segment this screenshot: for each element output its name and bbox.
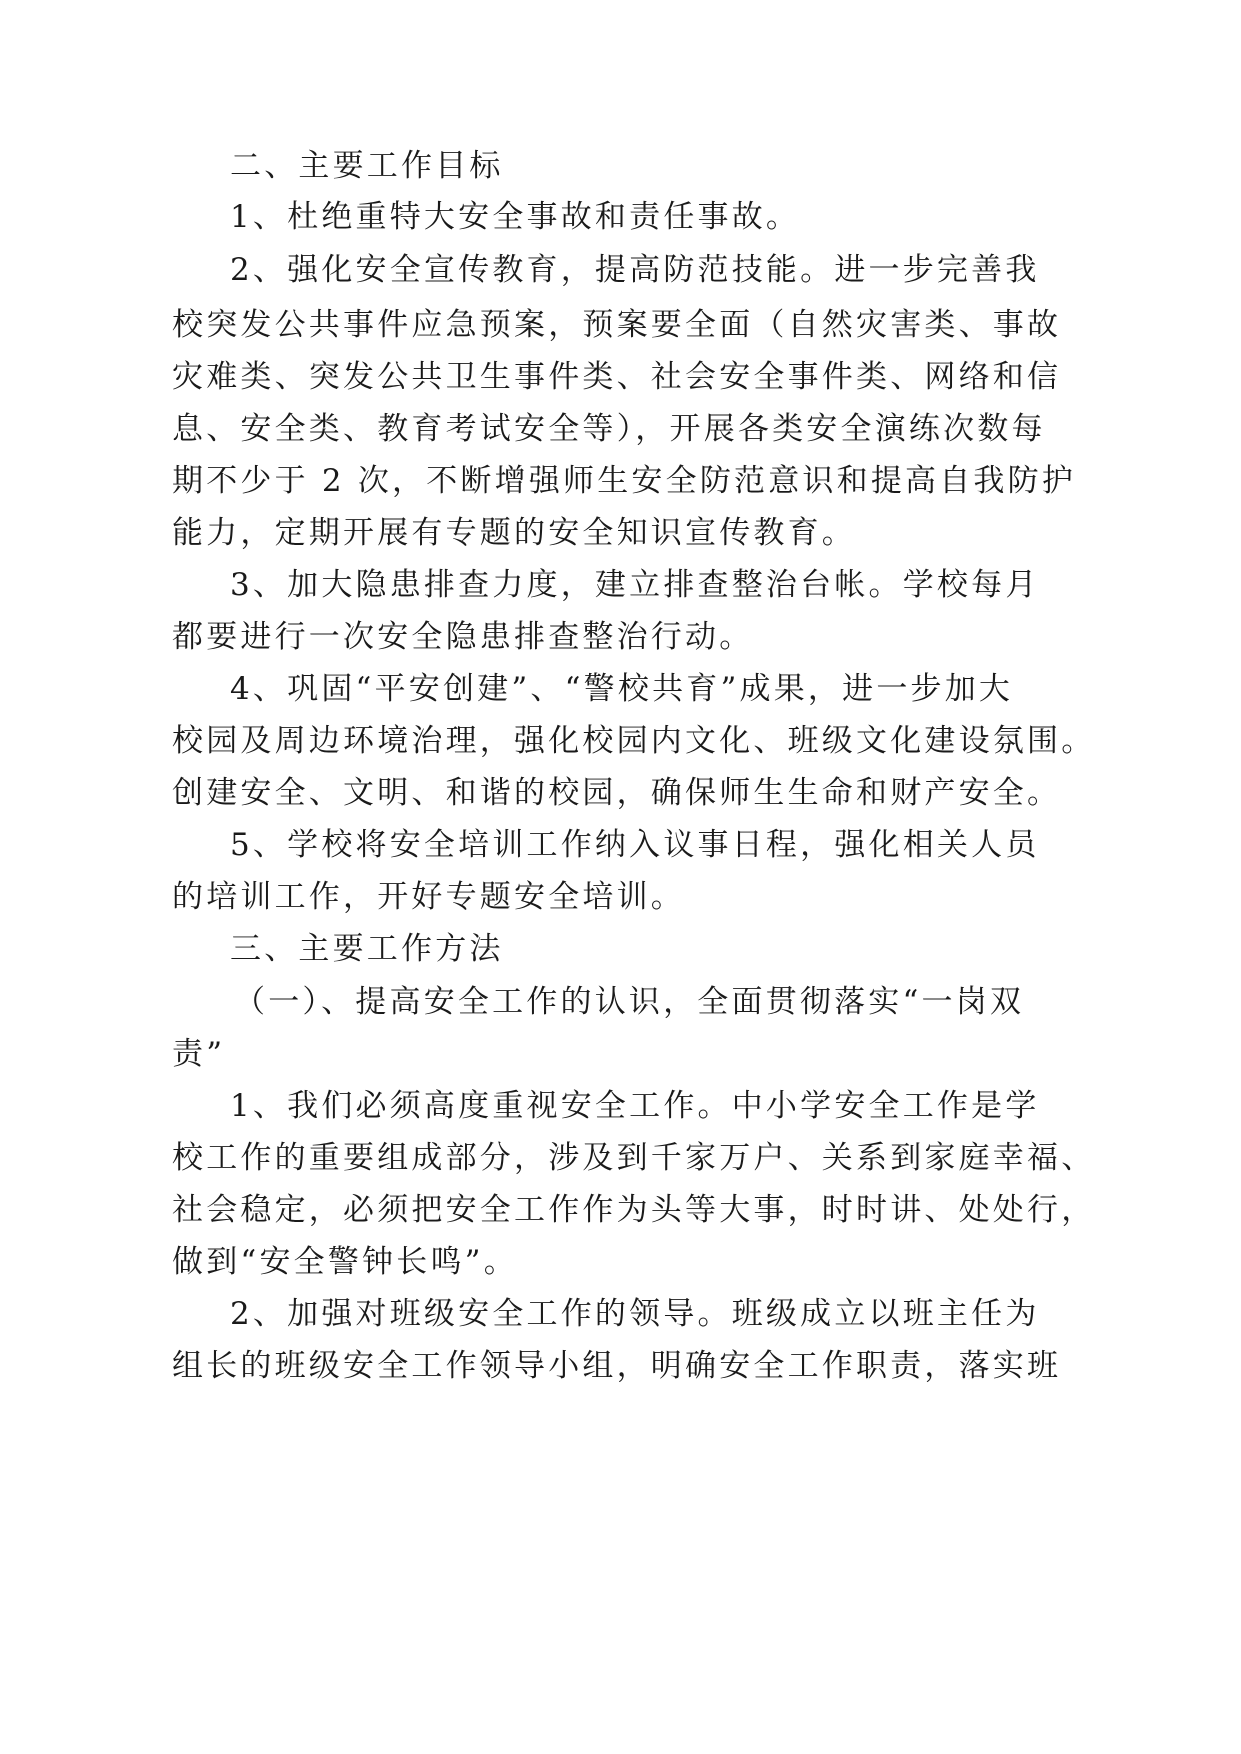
section-heading: 三、主要工作方法	[230, 931, 504, 967]
text-line: 校工作的重要组成部分，涉及到千家万户、关系到家庭幸福、	[172, 1140, 1096, 1176]
text-line: 社会稳定，必须把安全工作作为头等大事，时时讲、处处行，	[172, 1192, 1096, 1228]
text-line: 4、巩固“平安创建”、“警校共育”成果，进一步加大	[230, 671, 1014, 707]
text-line: 能力，定期开展有专题的安全知识宣传教育。	[172, 515, 856, 551]
text-line: 2、强化安全宣传教育，提高防范技能。进一步完善我	[230, 252, 1040, 288]
text-line: 1、杜绝重特大安全事故和责任事故。	[230, 199, 801, 235]
text-line: 组长的班级安全工作领导小组，明确安全工作职责，落实班	[172, 1348, 1062, 1384]
text-line: 校突发公共事件应急预案，预案要全面（自然灾害类、事故	[172, 307, 1062, 343]
subsection-heading: （一）、提高安全工作的认识，全面贯彻落实“一岗双	[234, 984, 1025, 1020]
text-line: 做到“安全警钟长鸣”。	[172, 1244, 518, 1280]
text-line: 的培训工作，开好专题安全培训。	[172, 879, 685, 915]
text-line: 息、安全类、教育考试安全等），开展各类安全演练次数每	[172, 411, 1046, 447]
text-line: 校园及周边环境治理，强化校园内文化、班级文化建设氛围。	[172, 723, 1096, 759]
text-line: 5、学校将安全培训工作纳入议事日程，强化相关人员	[230, 827, 1040, 863]
text-line: 灾难类、突发公共卫生事件类、社会安全事件类、网络和信	[172, 359, 1062, 395]
text-line: 创建安全、文明、和谐的校园，确保师生生命和财产安全。	[172, 775, 1062, 811]
text-line: 1、我们必须高度重视安全工作。中小学安全工作是学	[230, 1088, 1040, 1124]
text-line: 3、加大隐患排查力度，建立排查整治台帐。学校每月	[230, 567, 1040, 603]
text-line: 期不少于 2 次，不断增强师生安全防范意识和提高自我防护	[172, 463, 1077, 499]
text-line: 2、加强对班级安全工作的领导。班级成立以班主任为	[230, 1296, 1040, 1332]
section-heading: 二、主要工作目标	[230, 148, 504, 184]
text-line: 都要进行一次安全隐患排查整治行动。	[172, 619, 754, 655]
subsection-heading: 责”	[172, 1036, 226, 1072]
